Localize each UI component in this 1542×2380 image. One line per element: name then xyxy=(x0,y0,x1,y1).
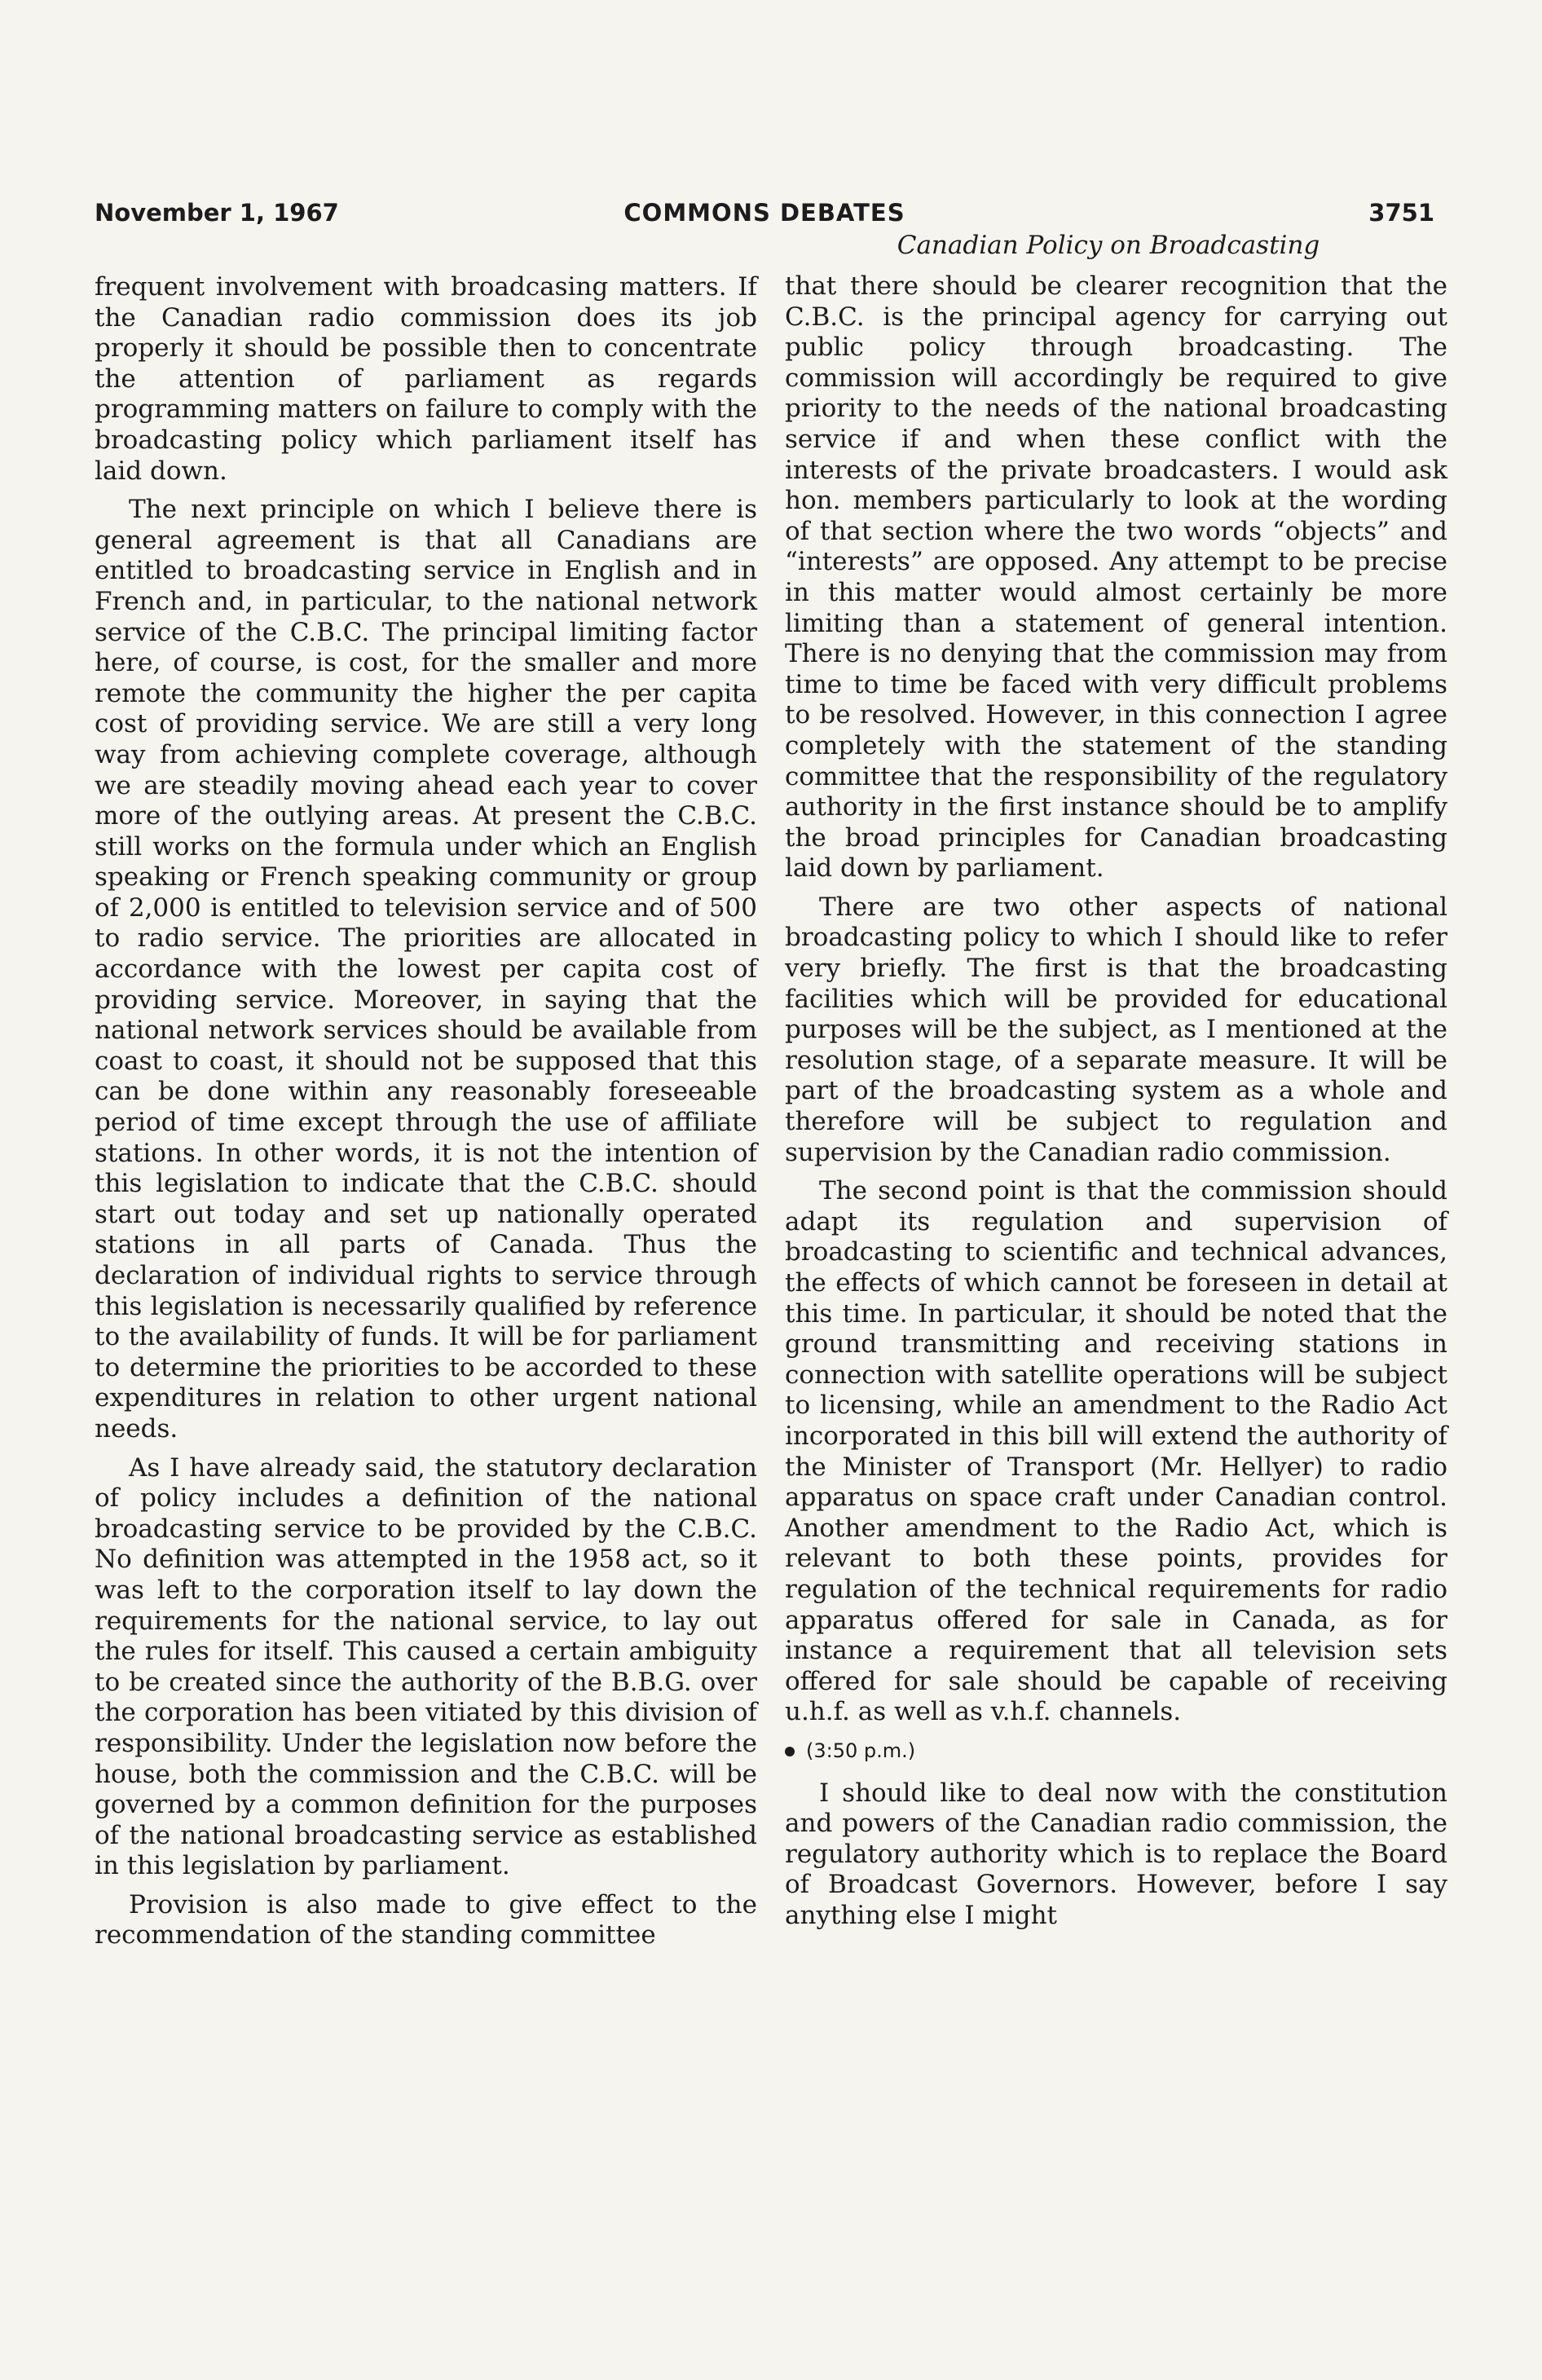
time-marker xyxy=(785,1736,1447,1767)
section-subheading: Canadian Policy on Broadcasting xyxy=(897,231,1320,260)
paragraph: frequent involvement with broadcasing matters. If the Canadian radio commission does its job properly it should be possible then to concentrate the attention of parliament as regards programming matters on failure to comply with the broadcasting policy which parliament itself has laid down. xyxy=(95,272,757,486)
paragraph: As I have already said, the statutory declaration of policy includes a definition of the national broadcasting service to be provided by the C.B.C. No definition was attempted in the 1958 act, so it was left to the corporation itself to lay down the requirements for the national service, to lay out the rules for itself. This caused a certain ambiguity to be created since the authority of the B.B.G. over the corporation has been vitiated by this division of responsibility. Under the legislation now before the house, both the commission and the C.B.C. will be governed by a common definition for the purposes of the national broadcasting service as established in this legislation by parliament. xyxy=(95,1452,757,1881)
header-page-number: 3751 xyxy=(1368,199,1434,227)
paragraph: There are two other aspects of national broadcasting policy to which I should like to refer very briefly. The first is that the broadcasting facilities which will be provided for educational purposes will be the subject, as I mentioned at the resolution stage, of a separate measure. It will be part of the broadcasting system as a whole and therefore will be subject to regulation and supervision by the Canadian radio commission. xyxy=(785,892,1447,1167)
header-title: COMMONS DEBATES xyxy=(623,199,905,227)
bullet-icon xyxy=(785,1747,795,1756)
paragraph: that there should be clearer recognition that the C.B.C. is the principal agency for carrying out public policy through broadcasting. The commission will accordingly be required to give priority to the needs of the national broadcasting service if and when these conflict with the interests of the private broadcasters. I would ask hon. members particularly to look at the wording of that section where the two words “objects” and “interests” are opposed. Any attempt to be precise in this matter would almost certainly be more limiting than a statement of general intention. There is no denying that the commission may from time to time be faced with very difficult problems to be resolved. However, in this connection I agree completely with the statement of the standing committee that the responsibility of the regulatory authority in the first instance should be to amplify the broad principles for Canadian broadcasting laid down by parliament. xyxy=(785,271,1447,884)
left-column xyxy=(95,272,757,1959)
paragraph: Provision is also made to give effect to the recommendation of the standing committee xyxy=(95,1889,757,1950)
paragraph: I should like to deal now with the constitution and powers of the Canadian radio commission, the regulatory authority which is to replace the Board of Broadcast Governors. However, before I say anything else I might xyxy=(785,1778,1447,1930)
page-header xyxy=(95,199,1434,231)
right-column xyxy=(785,271,1447,1939)
header-date: November 1, 1967 xyxy=(95,199,339,227)
paragraph: The second point is that the commission should adapt its regulation and supervision of broadcasting to scientific and technical advances, the effects of which cannot be foreseen in detail at this time. In particular, it should be noted that the ground transmitting and receiving stations in connection with satellite operations will be subject to licensing, while an amendment to the Radio Act incorporated in this bill will extend the authority of the Minister of Transport (Mr. Hellyer) to radio apparatus on space craft under Canadian control. Another amendment to the Radio Act, which is relevant to both these points, provides for regulation of the technical requirements for radio apparatus offered for sale in Canada, as for instance a requirement that all television sets offered for sale should be capable of receiving u.h.f. as well as v.h.f. channels. xyxy=(785,1176,1447,1727)
paragraph: The next principle on which I believe there is general agreement is that all Canadians are entitled to broadcasting service in English and in French and, in particular, to the national network service of the C.B.C. The principal limiting factor here, of course, is cost, for the smaller and more remote the community the higher the per capita cost of providing service. We are still a very long way from achieving complete coverage, although we are steadily moving ahead each year to cover more of the outlying areas. At present the C.B.C. still works on the formula under which an English speaking or French speaking community or group of 2,000 is entitled to television service and of 500 to radio service. The priorities are allocated in accordance with the lowest per capita cost of providing service. Moreover, in saying that the national network services should be available from coast to coast, it should not be supposed that this can be done within any reasonably foreseeable period of time except through the use of affiliate stations. In other words, it is not the intention of this legislation to indicate that the C.B.C. should start out today and set up nationally operated stations in all parts of Canada. Thus the declaration of individual rights to service through this legislation is necessarily qualified by reference to the availability of funds. It will be for parliament to determine the priorities to be accorded to these expenditures in relation to other urgent national needs. xyxy=(95,495,757,1443)
time-marker-text: (3:50 p.m.) xyxy=(806,1739,916,1762)
